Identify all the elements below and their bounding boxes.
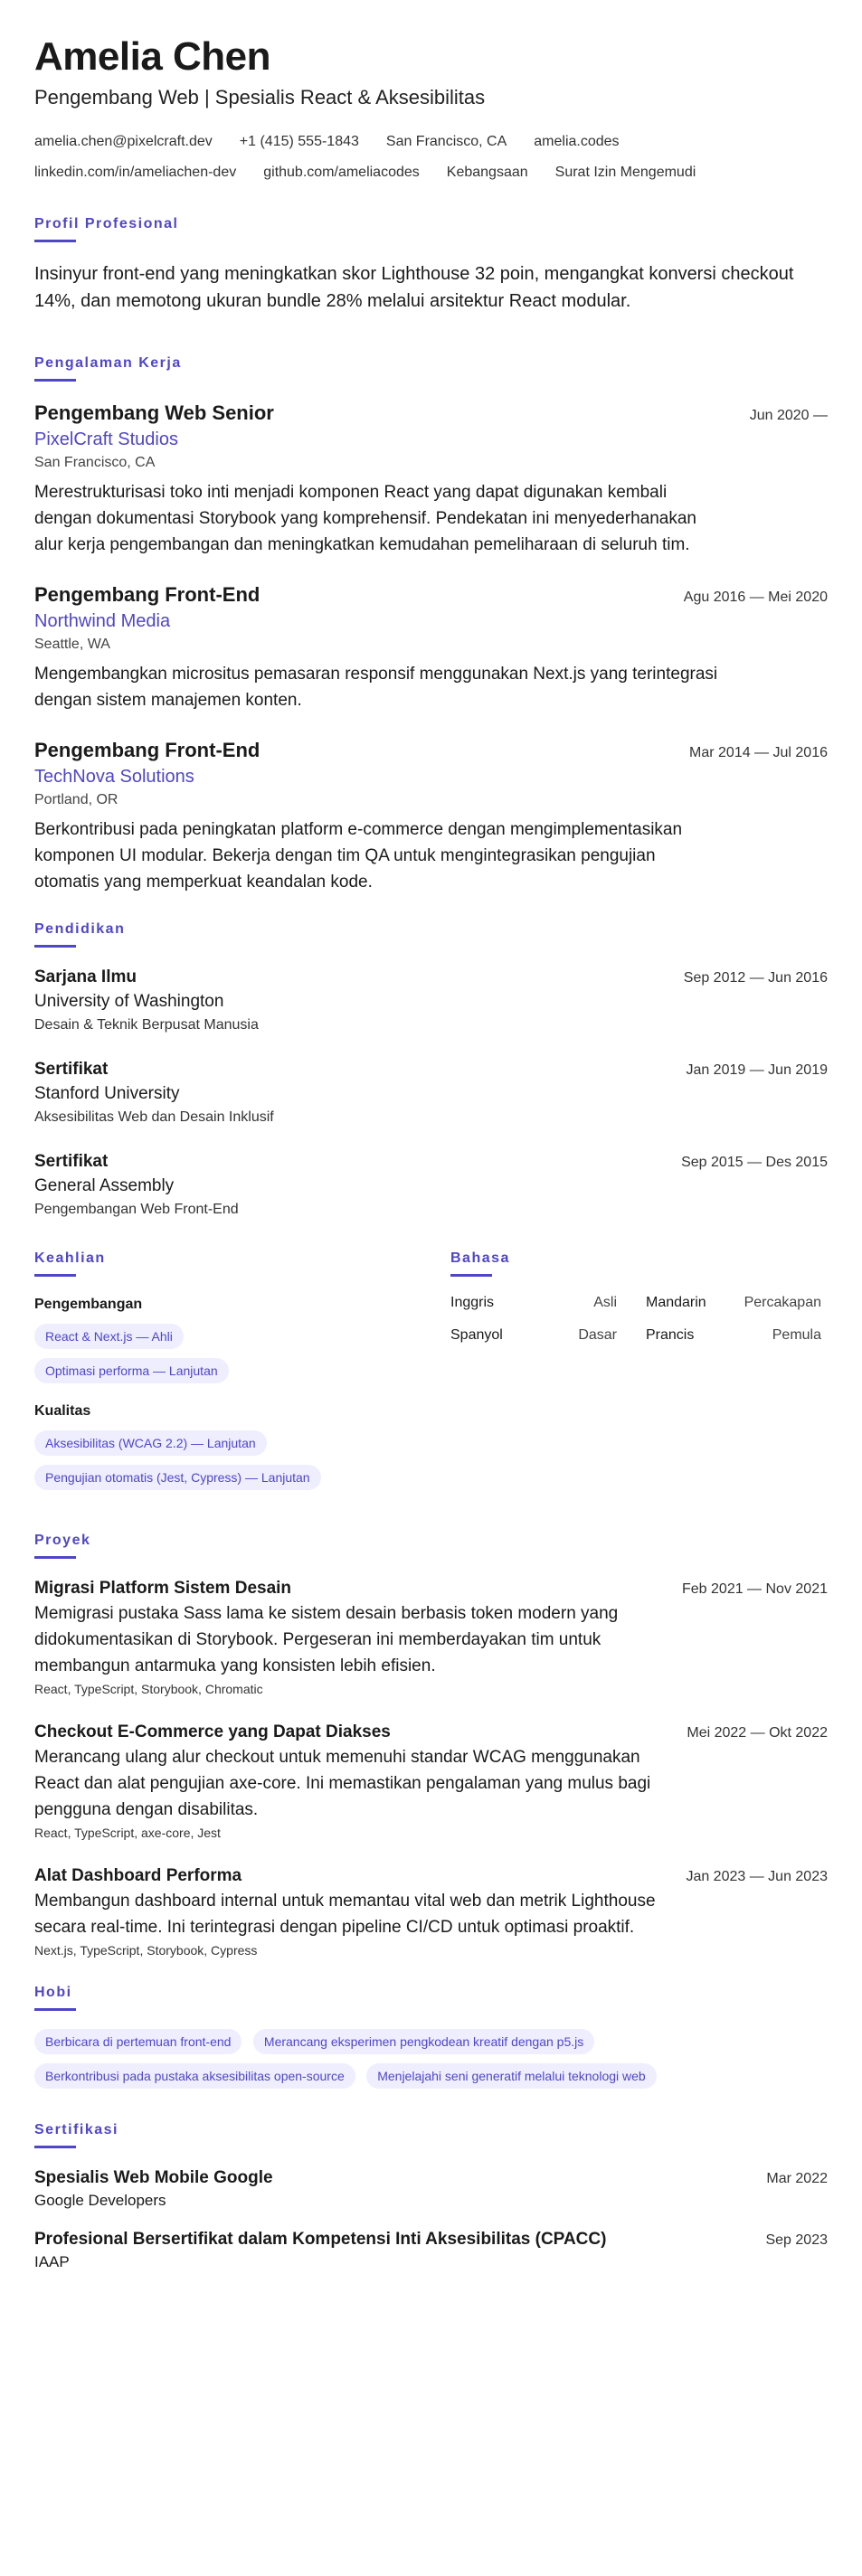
education-field: Pengembangan Web Front-End xyxy=(34,1202,239,1217)
education-date: Sep 2015 — Des 2015 xyxy=(681,1155,828,1170)
skill-category xyxy=(34,1401,450,1499)
contact-row-primary xyxy=(34,132,828,152)
hobby-tag: Berkontribusi pada pustaka aksesibilitas open-source xyxy=(34,2063,355,2089)
contact-driving-license: Surat Izin Mengemudi xyxy=(554,165,696,180)
job-date: Jun 2020 — xyxy=(749,408,828,423)
certification-name: Profesional Bersertifikat dalam Kompetensi Inti Aksesibilitas (CPACC) xyxy=(34,2230,607,2249)
education-degree: Sarjana Ilmu xyxy=(34,967,137,986)
hobby-tag: Merancang eksperimen pengkodean kreatif dengan p5.js xyxy=(253,2029,594,2054)
job-title: Pengembang Front-End xyxy=(34,583,260,606)
skill-category xyxy=(34,1295,450,1392)
job-date: Mar 2014 — Jul 2016 xyxy=(689,745,828,760)
skills-section xyxy=(34,1248,450,1508)
project-title: Alat Dashboard Performa xyxy=(34,1866,242,1885)
job-entry xyxy=(34,400,828,558)
hobby-tag: Menjelajahi seni generatif melalui teknologi web xyxy=(366,2063,657,2089)
skill-tag: Aksesibilitas (WCAG 2.2) — Lanjutan xyxy=(34,1430,267,1456)
job-description: Merestrukturisasi toko inti menjadi komponen React yang dapat digunakan kembali dengan dokumentasi Storybook yang komprehensif. Pendekatan ini menyederhanakan alur kerja pengembangan dan meningkatkan kemudahan pemeliharaan di seluruh tim. xyxy=(34,483,696,554)
language-level: Pemula xyxy=(772,1327,821,1343)
education-degree: Sertifikat xyxy=(34,1060,109,1079)
language-level: Dasar xyxy=(578,1327,617,1343)
candidate-title: Pengembang Web | Spesialis React & Aksesibilitas xyxy=(34,86,486,109)
certifications-section xyxy=(34,2119,828,2273)
hobby-tags xyxy=(34,2029,828,2098)
language-item xyxy=(450,1295,631,1311)
education-date: Sep 2012 — Jun 2016 xyxy=(683,970,828,986)
hobby-tag: Berbicara di pertemuan front-end xyxy=(34,2029,242,2054)
project-tech: React, TypeScript, Storybook, Chromatic xyxy=(34,1682,263,1696)
education-entry xyxy=(34,1150,828,1221)
job-company: PixelCraft Studios xyxy=(34,429,178,449)
education-degree: Sertifikat xyxy=(34,1152,109,1171)
project-entry xyxy=(34,1577,828,1699)
education-field: Desain & Teknik Berpusat Manusia xyxy=(34,1017,259,1033)
section-heading: Sertifikasi xyxy=(34,2119,828,2148)
job-entry xyxy=(34,581,828,713)
profile-summary: Insinyur front-end yang meningkatkan skor Lighthouse 32 poin, mengangkat konversi checkout 14%, dan memotong ukuran bundle 28% melalui arsitektur React modular. xyxy=(34,264,794,311)
skill-category-name: Pengembangan xyxy=(34,1297,143,1312)
language-name: Inggris xyxy=(450,1295,495,1310)
project-tech: React, TypeScript, axe-core, Jest xyxy=(34,1826,221,1840)
project-tech: Next.js, TypeScript, Storybook, Cypress xyxy=(34,1943,258,1958)
job-title: Pengembang Web Senior xyxy=(34,401,274,424)
education-entry xyxy=(34,1058,828,1128)
education-school: University of Washington xyxy=(34,992,224,1011)
certification-name: Spesialis Web Mobile Google xyxy=(34,2168,273,2187)
contact-row-secondary xyxy=(34,163,828,183)
job-description: Mengembangkan micrositus pemasaran responsif menggunakan Next.js yang terintegrasi dengan sistem manajemen konten. xyxy=(34,665,718,710)
contact-nationality: Kebangsaan xyxy=(446,165,528,180)
language-item xyxy=(631,1327,821,1344)
language-name: Spanyol xyxy=(450,1327,503,1343)
contact-location: San Francisco, CA xyxy=(385,134,507,149)
section-heading: Bahasa xyxy=(450,1248,828,1277)
language-name: Prancis xyxy=(646,1327,695,1343)
language-level: Asli xyxy=(593,1295,617,1310)
project-description: Merancang ulang alur checkout untuk memenuhi standar WCAG menggunakan React dan alat pengujian axe-core. Ini memastikan pengalaman yang mulus bagi pengguna dengan disabilitas. xyxy=(34,1748,651,1819)
contact-website[interactable]: amelia.codes xyxy=(534,134,620,149)
education-entry xyxy=(34,966,828,1036)
experience-section xyxy=(34,353,828,895)
education-school: General Assembly xyxy=(34,1176,175,1195)
projects-section xyxy=(34,1530,828,1960)
education-field: Aksesibilitas Web dan Desain Inklusif xyxy=(34,1109,274,1125)
job-location: Portland, OR xyxy=(34,792,118,807)
job-location: San Francisco, CA xyxy=(34,455,156,470)
certification-date: Sep 2023 xyxy=(765,2232,828,2248)
language-name: Mandarin xyxy=(646,1295,706,1310)
contact-github[interactable]: github.com/ameliacodes xyxy=(263,165,420,180)
certification-issuer: IAAP xyxy=(34,2253,70,2270)
section-heading: Profil Profesional xyxy=(34,213,828,242)
project-date: Jan 2023 — Jun 2023 xyxy=(686,1869,828,1884)
job-company: Northwind Media xyxy=(34,611,171,631)
certification-issuer: Google Developers xyxy=(34,2192,166,2209)
section-heading: Keahlian xyxy=(34,1248,450,1277)
contact-phone[interactable]: +1 (415) 555-1843 xyxy=(239,134,359,149)
project-description: Memigrasi pustaka Sass lama ke sistem desain berbasis token modern yang didokumentasikan di Storybook. Pergeseran ini memberdayakan tim untuk membangun antarmuka yang konsisten lebih efisien. xyxy=(34,1604,619,1675)
section-heading: Pengalaman Kerja xyxy=(34,353,828,382)
project-entry xyxy=(34,1864,828,1960)
candidate-name: Amelia Chen xyxy=(34,34,271,79)
language-item xyxy=(631,1295,821,1311)
job-description: Berkontribusi pada peningkatan platform e-commerce dengan mengimplementasikan komponen UI modular. Bekerja dengan tim QA untuk mengintegrasikan pengujian otomatis yang memperkuat keandalan kode. xyxy=(34,820,683,892)
certification-date: Mar 2022 xyxy=(766,2171,828,2186)
job-title: Pengembang Front-End xyxy=(34,739,260,761)
education-school: Stanford University xyxy=(34,1084,180,1103)
languages-section xyxy=(450,1248,828,1508)
hobbies-section xyxy=(34,1982,828,2098)
contact-linkedin[interactable]: linkedin.com/in/ameliachen-dev xyxy=(34,165,237,180)
job-entry xyxy=(34,737,828,895)
education-section xyxy=(34,919,828,1221)
project-description: Membangun dashboard internal untuk memantau vital web dan metrik Lighthouse secara real-time. Ini terintegrasi dengan pipeline CI/CD untuk optimasi proaktif. xyxy=(34,1892,656,1937)
section-heading: Pendidikan xyxy=(34,919,828,948)
job-date: Agu 2016 — Mei 2020 xyxy=(683,590,828,605)
contact-email[interactable]: amelia.chen@pixelcraft.dev xyxy=(34,134,213,149)
project-title: Migrasi Platform Sistem Desain xyxy=(34,1579,292,1598)
language-level: Percakapan xyxy=(744,1295,821,1310)
section-heading: Hobi xyxy=(34,1982,828,2011)
project-date: Mei 2022 — Okt 2022 xyxy=(687,1725,828,1741)
skill-tag: Pengujian otomatis (Jest, Cypress) — Lanjutan xyxy=(34,1465,321,1490)
languages-grid xyxy=(450,1295,828,1344)
section-heading: Proyek xyxy=(34,1530,828,1559)
job-company: TechNova Solutions xyxy=(34,767,194,787)
skills-languages-row xyxy=(34,1248,828,1508)
certification-entry xyxy=(34,2228,828,2273)
project-entry xyxy=(34,1721,828,1843)
skill-tag: Optimasi performa — Lanjutan xyxy=(34,1358,229,1383)
job-location: Seattle, WA xyxy=(34,637,110,652)
resume-header xyxy=(34,34,828,183)
education-date: Jan 2019 — Jun 2019 xyxy=(686,1062,828,1078)
language-item xyxy=(450,1327,631,1344)
profile-section xyxy=(34,213,828,315)
project-title: Checkout E-Commerce yang Dapat Diakses xyxy=(34,1722,391,1741)
skill-category-name: Kualitas xyxy=(34,1403,91,1419)
certification-entry xyxy=(34,2166,828,2212)
skill-tag: React & Next.js — Ahli xyxy=(34,1324,184,1349)
project-date: Feb 2021 — Nov 2021 xyxy=(682,1581,828,1597)
